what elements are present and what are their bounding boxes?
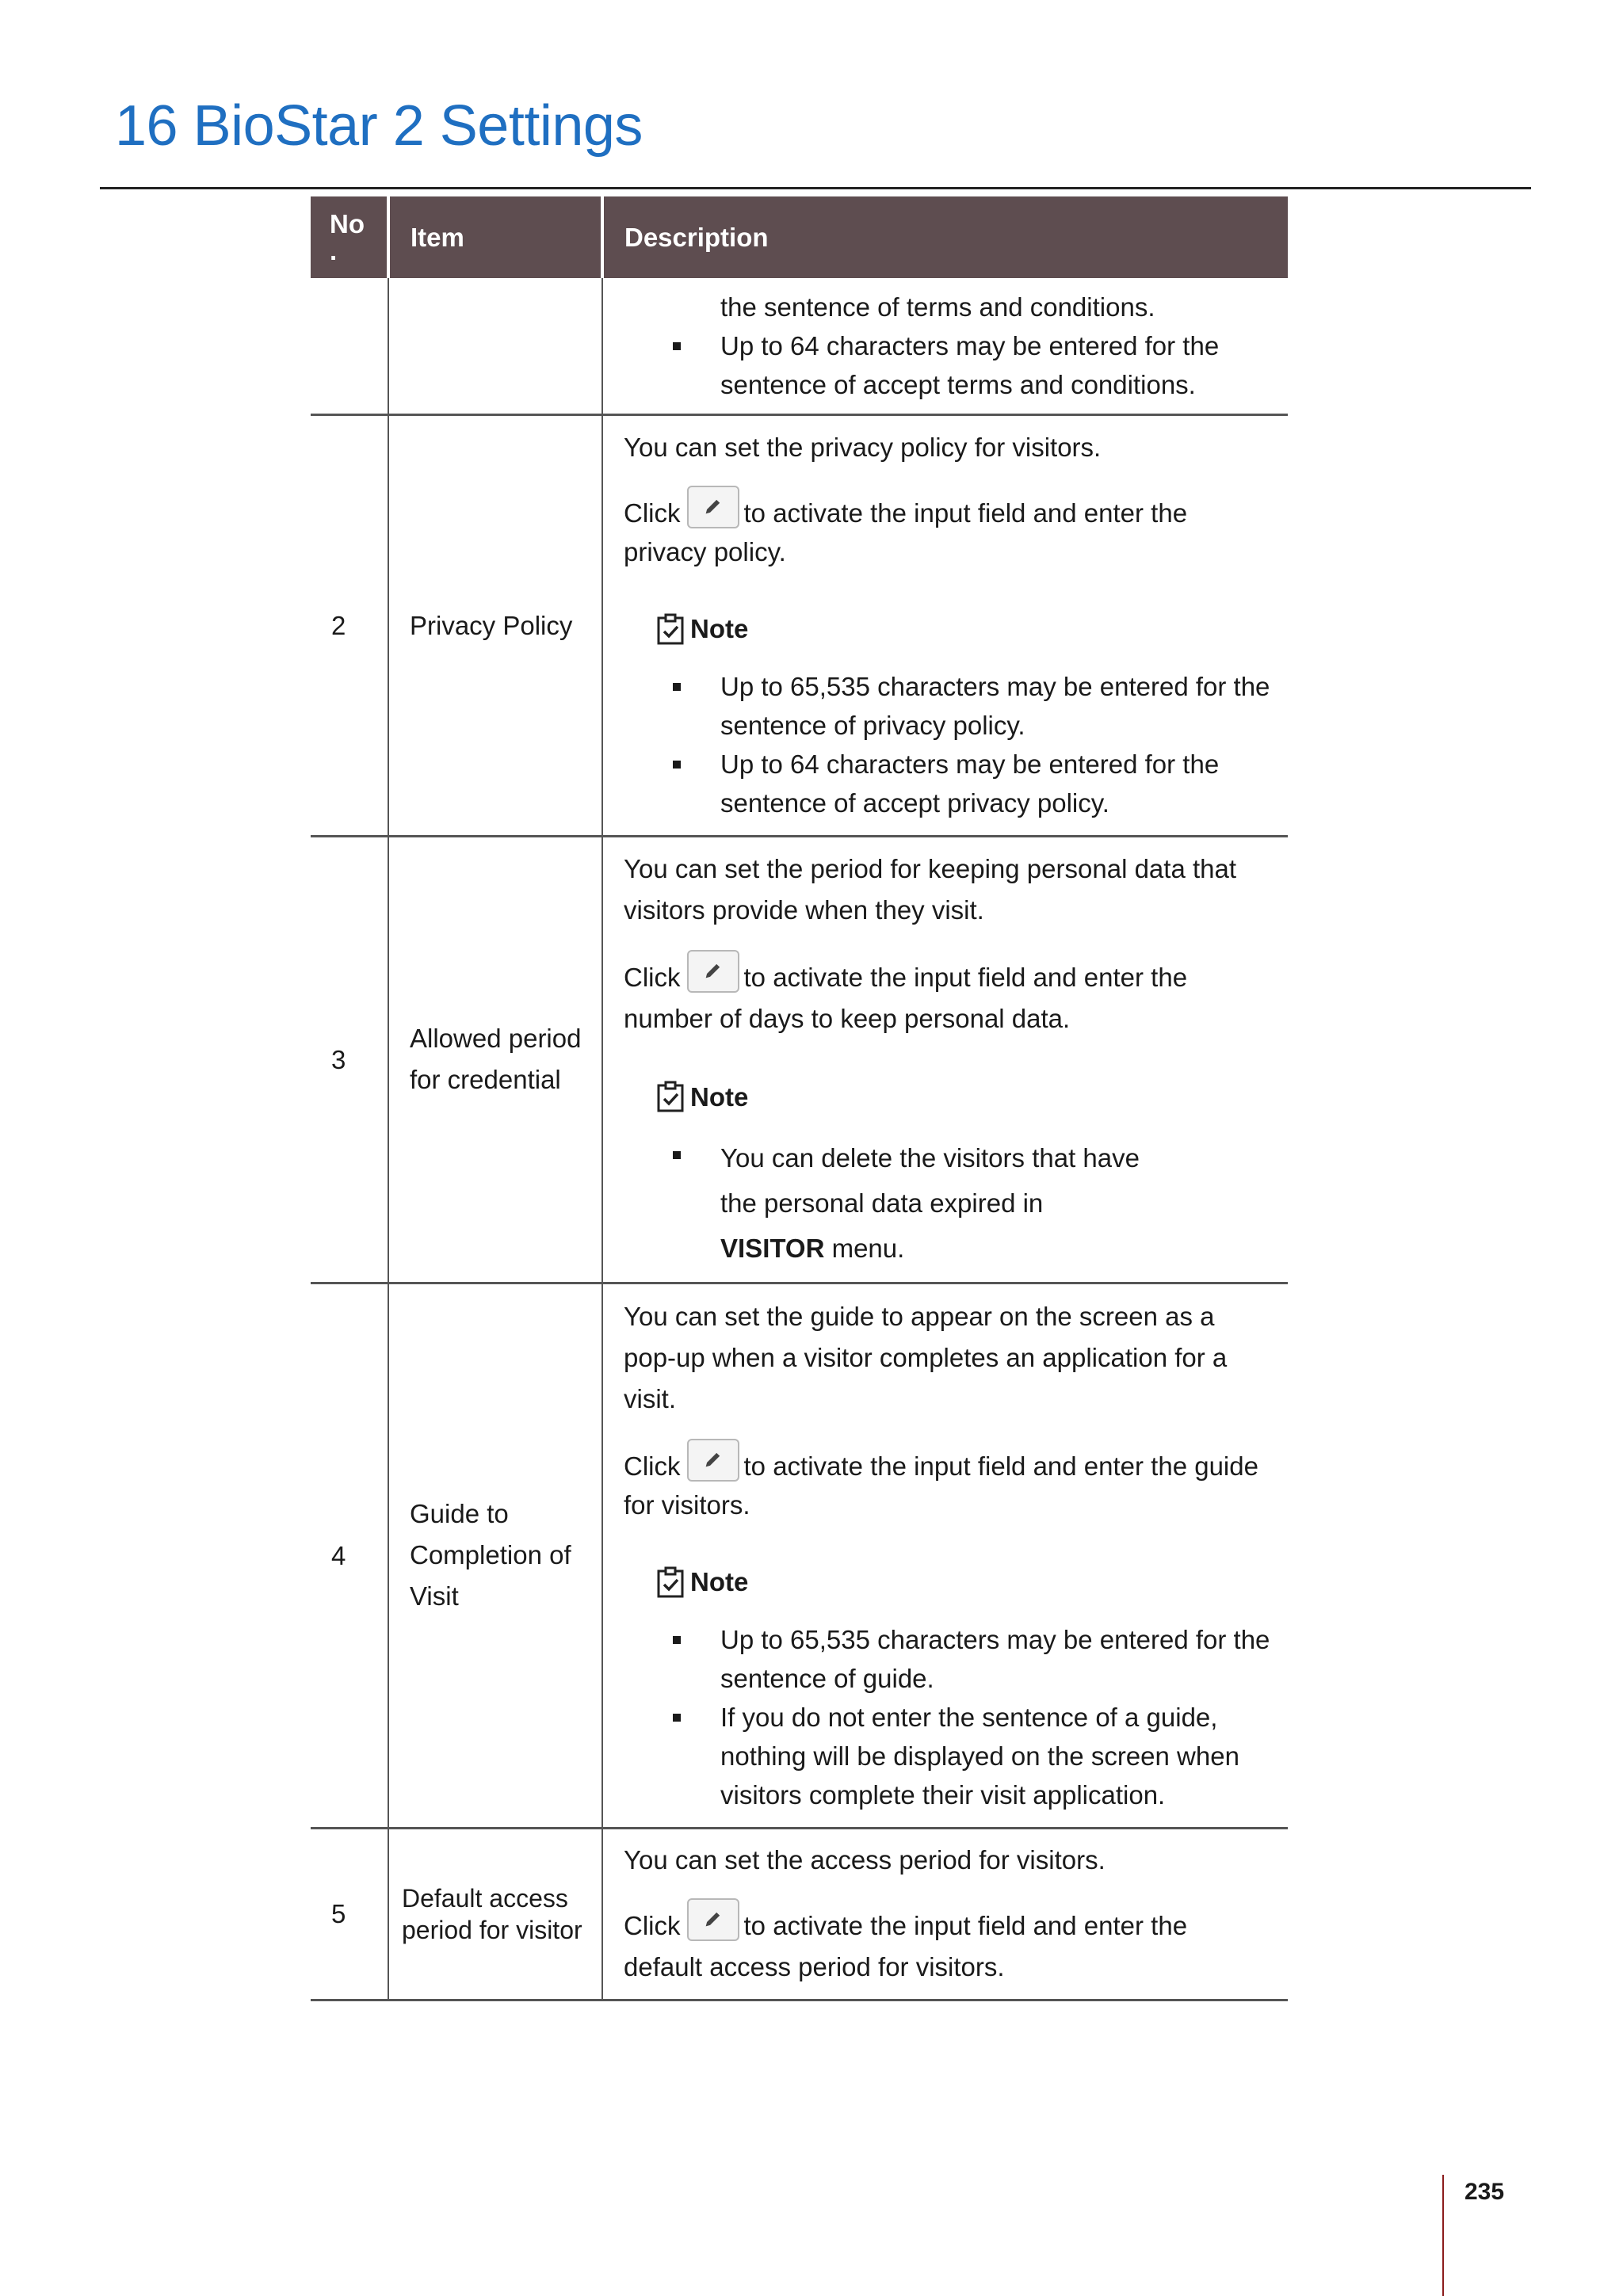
- pencil-icon: [702, 959, 724, 982]
- page-title: 16 BioStar 2 Settings: [115, 94, 643, 158]
- click-instruction: Click to activate the input field and enter the number of days to keep personal data.: [624, 950, 1272, 1039]
- item-cell: [388, 278, 602, 414]
- description-cell: [602, 1283, 1288, 1828]
- column-header-no: No .: [311, 196, 388, 278]
- page-number: 235: [1465, 2179, 1505, 2205]
- description-intro: You can set the guide to appear on the screen as a pop-up when a visitor completes an application for a visit.: [624, 1302, 1228, 1413]
- description-intro: You can set the privacy policy for visitors.: [624, 433, 1102, 462]
- table-header-row: [311, 196, 1288, 278]
- item-name: Default access period for visitor: [388, 1828, 602, 2000]
- click-instruction: Click to activate the input field and enter the privacy policy.: [624, 486, 1272, 571]
- row-number: 5: [311, 1828, 388, 2000]
- bullet-item: Up to 65,535 characters may be entered for the sentence of privacy policy.: [697, 667, 1272, 745]
- pencil-icon: [702, 495, 724, 517]
- title-divider: [100, 187, 1531, 189]
- description-cell: [602, 278, 1288, 414]
- row-number: 3: [311, 836, 388, 1283]
- footer-divider: [1442, 2175, 1444, 2296]
- description-cell: [602, 1828, 1288, 2000]
- click-instruction: Click to activate the input field and enter the guide for visitors.: [624, 1439, 1272, 1524]
- clipboard-check-icon: [657, 1566, 684, 1598]
- column-header-item: Item: [388, 196, 602, 278]
- click-instruction: Click to activate the input field and enter the default access period for visitors.: [624, 1898, 1272, 1988]
- pencil-icon: [702, 1448, 724, 1470]
- clipboard-check-icon: [657, 1081, 684, 1112]
- table-row-default-access-period: [311, 1828, 1288, 2000]
- description-cell: [602, 414, 1288, 836]
- bullet-item: Up to 64 characters may be entered for the sentence of accept privacy policy.: [697, 745, 1272, 822]
- note-label: Note: [657, 609, 1272, 648]
- description-cell: [602, 836, 1288, 1283]
- description-intro: You can set the access period for visitors.: [624, 1844, 1106, 1875]
- table-row-allowed-period: [311, 836, 1288, 1283]
- note-label: Note: [657, 1562, 1272, 1601]
- bullet-item: If you do not enter the sentence of a guide, nothing will be displayed on the screen when visitors complete their visit application.: [697, 1698, 1272, 1814]
- table-row-privacy-policy: [311, 414, 1288, 836]
- item-name: Guide to Completion of Visit: [388, 1283, 602, 1828]
- description-intro: You can set the period for keeping personal data that visitors provide when they visit.: [624, 853, 1237, 925]
- no-cell: [311, 278, 388, 414]
- item-name: Allowed period for credential: [388, 836, 602, 1283]
- bullet-item: the sentence of terms and conditions.: [720, 292, 1155, 322]
- note-label: Note: [657, 1077, 1272, 1116]
- table-row-guide-completion: [311, 1283, 1288, 1828]
- bullet-item: You can delete the visitors that have the personal data expired in VISITOR menu.: [697, 1135, 1140, 1271]
- bullet-item: Up to 65,535 characters may be entered for the sentence of guide.: [697, 1620, 1272, 1698]
- item-name: Privacy Policy: [388, 414, 602, 836]
- bullet-item: Up to 64 characters may be entered for the sentence of accept terms and conditions.: [697, 326, 1272, 404]
- clipboard-check-icon: [657, 613, 684, 645]
- column-header-description: Description: [602, 196, 1288, 278]
- edit-button: [687, 486, 739, 528]
- table-row-continued: [311, 278, 1288, 414]
- row-number: 4: [311, 1283, 388, 1828]
- settings-table: [311, 196, 1288, 2001]
- edit-button: [687, 1439, 739, 1482]
- pencil-icon: [702, 1908, 724, 1930]
- row-number: 2: [311, 414, 388, 836]
- edit-button: [687, 1898, 739, 1941]
- edit-button: [687, 950, 739, 993]
